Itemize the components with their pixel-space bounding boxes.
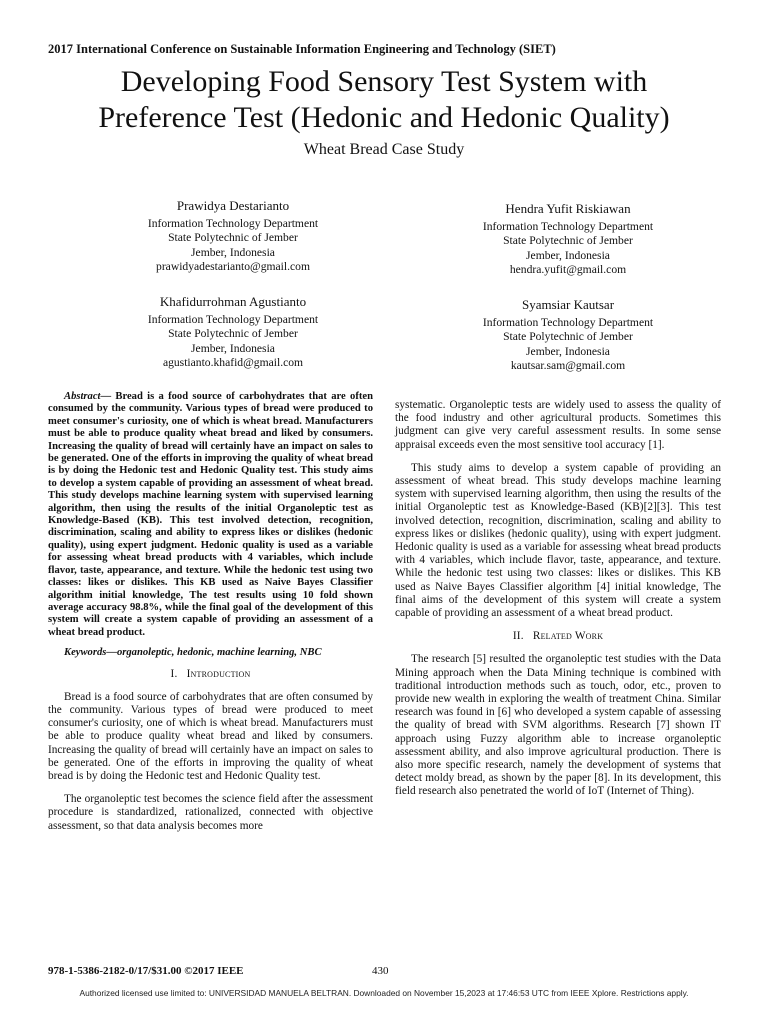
section-title: Related Work bbox=[532, 630, 604, 643]
right-column bbox=[395, 399, 721, 809]
intro-paragraph-2: The organoleptic test becomes the science field after the assessment procedure is standardized, rationalized, connected with objective assessment, so that data analysis becomes more bbox=[48, 793, 373, 832]
isbn-copyright: 978-1-5386-2182-0/17/$31.00 ©2017 IEEE bbox=[48, 965, 244, 977]
keywords: Keywords—organoleptic, hedonic, machine learning, NBC bbox=[64, 647, 322, 659]
author-name: Prawidya Destarianto bbox=[176, 198, 290, 213]
author-name: Khafidurrohman Agustianto bbox=[159, 294, 307, 309]
author-name: Hendra Yufit Riskiawan bbox=[505, 201, 631, 216]
author-inst: State Polytechnic of Jember bbox=[168, 231, 298, 244]
author-dept: Information Technology Department bbox=[482, 315, 654, 329]
paper-subtitle: Wheat Bread Case Study bbox=[303, 141, 465, 158]
author-inst: State Polytechnic of Jember bbox=[503, 234, 633, 247]
author-email: kautsar.sam@gmail.com bbox=[510, 359, 626, 372]
left-column bbox=[48, 391, 373, 843]
author-email: agustianto.khafid@gmail.com bbox=[162, 356, 304, 369]
abstract-dash: — bbox=[100, 391, 116, 402]
abstract-text: Bread is a food source of carbohydrates that are often consumed by the community. Various types of bread were produced to meet consumer's curiosity, one of which is wheat bread. Manufacturers must be able to produce quality wheat bread and liked by consumers. Increasing the quality of bread will certainly have an impact on sales to be generated. One of the efforts in improving the quality of wheat bread is by doing the Hedonic test and Hedonic Quality test. This study aims to develop a system capable of providing an assessment of wheat bread. This study develops machine learning system with supervised learning algorithm, then using the results of the initial Organoleptic test as Knowledge-Based (KB). This test involved detection, recognition, discrimination, scaling and ability to express likes or dislikes (hedonic quality), using expert judgment. Hedonic quality is used as a variable for assessing wheat bread products with 4 variables, which include flavor, taste, appearance, and texture. While the hedonic test using two classes: likes or dislikes. This KB used as Naive Bayes Classifier algorithm initial knowledge, The test results using 10 fold shown average accuracy 98.8%, while the final goal of the development of this system will create a system capable of providing an assessment of a wheat bread product. bbox=[48, 391, 373, 638]
author-inst: State Polytechnic of Jember bbox=[503, 330, 633, 343]
title-line-1: Developing Food Sensory Test System with bbox=[120, 65, 648, 98]
license-notice: Authorized licensed use limited to: UNIVERSIDAD MANUELA BELTRAN. Downloaded on November 15,2023 at 17:46:53 UTC from IEEE Xplore. Restrictions apply. bbox=[79, 988, 689, 998]
section-heading-introduction bbox=[48, 668, 373, 681]
author-email: prawidyadestarianto@gmail.com bbox=[156, 260, 310, 273]
author-dept: Information Technology Department bbox=[482, 219, 654, 233]
author-inst: State Polytechnic of Jember bbox=[168, 327, 298, 340]
abstract bbox=[48, 391, 373, 660]
section-number: I. bbox=[170, 667, 178, 680]
page-number: 430 bbox=[372, 965, 389, 977]
abstract-label: Abstract bbox=[64, 391, 101, 402]
section-title: Introduction bbox=[186, 667, 251, 680]
author-block-1 bbox=[88, 199, 378, 275]
right-paragraph-2: This study aims to develop a system capable of providing an assessment of wheat bread. This study develops machine learning system with supervised learning algorithm, then using the results of the initial Organoleptic test as Knowledge-Based (KB)[2][3]. This test involved detection, recognition, discrimination, scaling and ability to express likes or dislikes (hedonic quality), using with expert judgment. Hedonic quality is used as a variable for assessing wheat bread products with 4 variables, which include flavor, taste, appearance, and texture. While the hedonic test using two classes: likes or dislikes. This KB used as Naive Bayes Classifier algorithm [4] initial knowledge, The final aims of the development of this system will create a system capable of providing an assessment of a wheat bread product. bbox=[395, 461, 721, 620]
author-block-3 bbox=[88, 295, 378, 371]
author-name: Syamsiar Kautsar bbox=[521, 297, 615, 312]
section-number: II. bbox=[512, 630, 524, 643]
conference-header: 2017 International Conference on Sustainable Information Engineering and Technology (SIET) bbox=[48, 42, 556, 56]
author-location: Jember, Indonesia bbox=[191, 341, 275, 355]
author-location: Jember, Indonesia bbox=[191, 245, 275, 259]
related-paragraph-1: The research [5] resulted the organoleptic test studies with the Data Mining approach when the Data Mining technique is combined with traditional introduction methods such as touch, odor, etc., proven to provide new wealth in exploring the wealth of treatment China. Similar research was found in [6] who developed a system capable of assessing the quality of bread with SVM algorithms. Research [7] shown IT approach using Fuzzy algorithm able to increase organoleptic assessment ability, and also improve agricultural production. There is also more specific research, namely the development of systems that detect moldy bread, as shown by the paper [8]. In its development, this field research also penetrated the world of IoT (Internet of Thing). bbox=[395, 653, 721, 798]
paper-title bbox=[0, 64, 768, 136]
author-location: Jember, Indonesia bbox=[526, 248, 610, 262]
author-location: Jember, Indonesia bbox=[526, 344, 610, 358]
author-dept: Information Technology Department bbox=[147, 216, 319, 230]
section-heading-related-work bbox=[395, 630, 721, 643]
title-line-2: Preference Test (Hedonic and Hedonic Quality) bbox=[98, 101, 670, 134]
author-email: hendra.yufit@gmail.com bbox=[509, 263, 627, 276]
author-block-4 bbox=[418, 298, 718, 374]
author-dept: Information Technology Department bbox=[147, 312, 319, 326]
right-paragraph-1: systematic. Organoleptic tests are widely used to assess the quality of the food industry and other agricultural products. Sometimes this judgment can give very careful assessment results. In some sense appraisal exceeds even the most sensitive tool accuracy [1]. bbox=[395, 399, 721, 451]
intro-paragraph-1: Bread is a food source of carbohydrates that are often consumed by the community. Various types of bread were produced to meet consumer's curiosity, one of which is wheat bread. Manufacturers must be able to produce quality wheat bread and liked by consumers. Increasing the quality of bread will certainly have an impact on sales to be generated. One of the efforts in improving the quality of wheat bread is by doing the Hedonic test and Hedonic Quality test. bbox=[48, 690, 373, 782]
author-block-2 bbox=[418, 202, 718, 278]
